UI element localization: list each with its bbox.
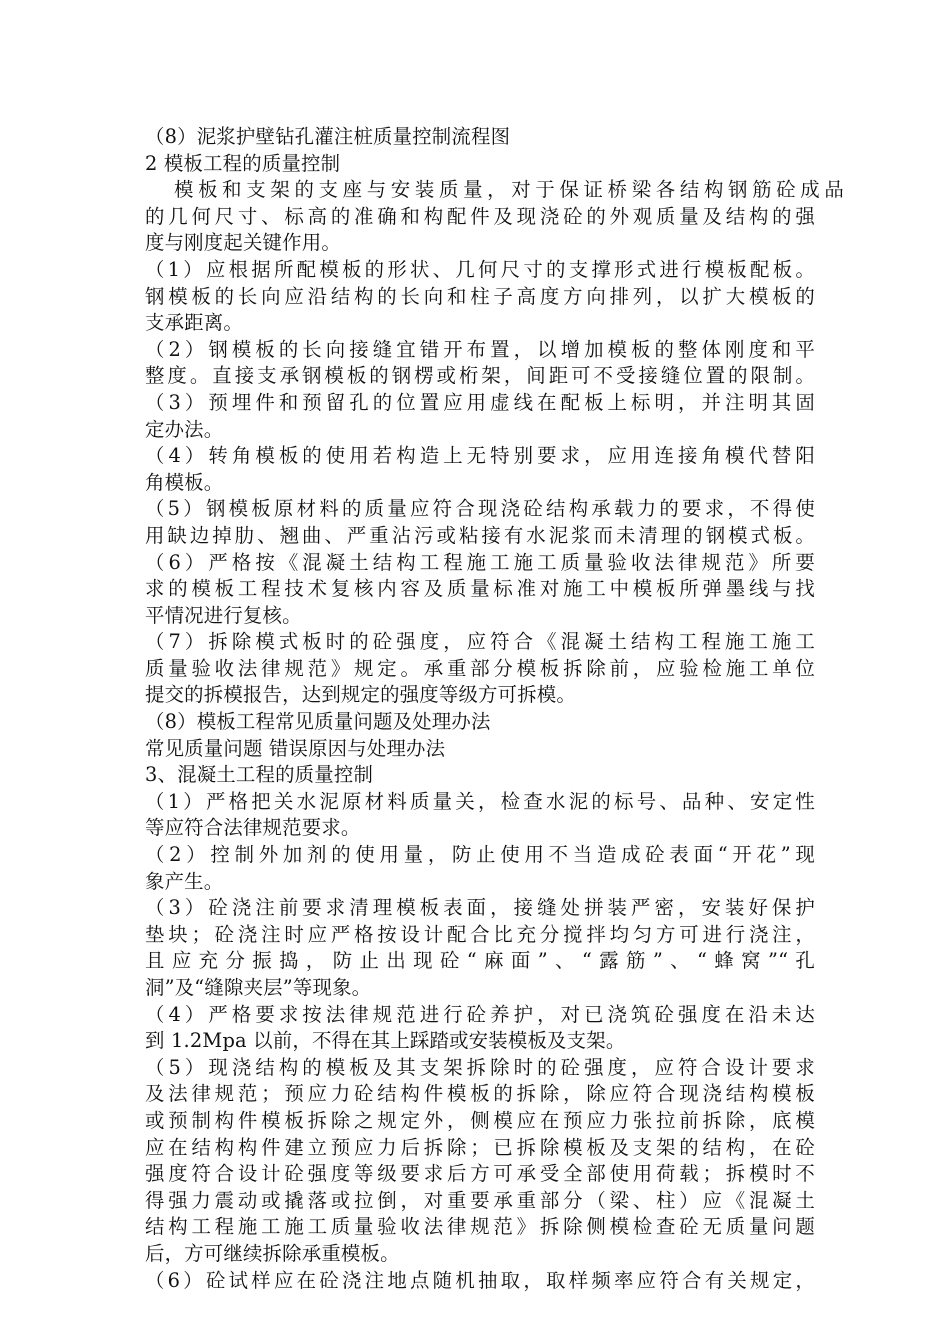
paragraph-line: 质量验收法律规范》规定。承重部分模板拆除前，应验检施工单位: [145, 656, 815, 680]
paragraph-line: 垫块；砼浇注时应严格按设计配合比充分搅拌均匀方可进行浇注，: [145, 922, 815, 946]
section-heading-formwork: 2 模板工程的质量控制: [145, 151, 341, 175]
paragraph-line: 或预制构件模板拆除之规定外，侧模应在预应力张拉前拆除，底模: [145, 1108, 815, 1132]
paragraph-line: 及法律规范；预应力砼结构件模板的拆除，除应符合现浇结构模板: [145, 1082, 815, 1106]
paragraph-line: （6）砼试样应在砼浇注地点随机抽取，取样频率应符合有关规定，: [145, 1268, 815, 1292]
paragraph-line: 角模板。: [145, 470, 224, 494]
paragraph-line: （5）现浇结构的模板及其支架拆除时的砼强度，应符合设计要求: [145, 1055, 815, 1079]
paragraph-line: （4）严格要求按法律规范进行砼养护，对已浇筑砼强度在沿未达: [145, 1002, 815, 1026]
paragraph-line: 到 1.2Mpa 以前，不得在其上踩踏或安装模板及支架。: [145, 1029, 626, 1053]
paragraph-line: 强度符合设计砼强度等级要求后方可承受全部使用荷载；拆模时不: [145, 1162, 815, 1186]
heading-bored-pile-flowchart: （8）泥浆护壁钻孔灌注桩质量控制流程图: [145, 125, 511, 148]
paragraph-line: 求的模板工程技术复核内容及质量标准对施工中模板所弹墨线与找: [145, 577, 815, 601]
paragraph-line: 钢模板的长向应沿结构的长向和柱子高度方向排列，以扩大模板的: [145, 284, 815, 308]
paragraph-line: （2）钢模板的长向接缝宜错开布置，以增加模板的整体刚度和平: [145, 337, 815, 361]
section-heading-concrete: 3、混凝土工程的质量控制: [145, 763, 374, 787]
paragraph-line: 模板和支架的支座与安装质量，对于保证桥梁各结构钢筋砼成品: [174, 178, 844, 202]
paragraph-line: 平情况进行复核。: [145, 603, 302, 627]
paragraph-line: （1）应根据所配模板的形状、几何尺寸的支撑形式进行模板配板。: [145, 257, 815, 281]
paragraph-line: 结构工程施工施工质量验收法律规范》拆除侧模检查砼无质量问题: [145, 1215, 815, 1239]
paragraph-line: 应在结构构件建立预应力后拆除；已拆除模板及支架的结构，在砼: [145, 1135, 815, 1159]
paragraph-line: （3）砼浇注前要求清理模板表面，接缝处拼装严密，安装好保护: [145, 896, 815, 920]
paragraph-line: 定办法。: [145, 417, 224, 441]
paragraph-line: （3）预埋件和预留孔的位置应用虚线在配板上标明，并注明其固: [145, 390, 815, 414]
paragraph-line: （6）严格按《混凝土结构工程施工施工质量验收法律规范》所要: [145, 550, 815, 574]
paragraph-line: 整度。直接支承钢模板的钢楞或桁架，间距可不受接缝位置的限制。: [145, 364, 815, 388]
paragraph-line: （4）转角模板的使用若构造上无特别要求，应用连接角模代替阳: [145, 444, 815, 468]
paragraph-line: 等应符合法律规范要求。: [145, 816, 361, 840]
paragraph-line: 用缺边掉肋、翘曲、严重沾污或粘接有水泥浆而未清理的钢模式板。: [145, 523, 815, 547]
paragraph-line: 且应充分振捣，防止出现砼“麻面”、“露筋”、“蜂窝”“孔: [145, 949, 815, 973]
document-page: [145, 124, 844, 1294]
paragraph-line: 得强力震动或撬落或拉倒，对重要承重部分（梁、柱）应《混凝土: [145, 1188, 815, 1212]
paragraph-line: 象产生。: [145, 869, 224, 893]
paragraph-line: （5）钢模板原材料的质量应符合现浇砼结构承载力的要求，不得使: [145, 497, 815, 521]
paragraph-line: 的几何尺寸、标高的准确和构配件及现浇砼的外观质量及结构的强: [145, 204, 815, 228]
paragraph-line: （8）模板工程常见质量问题及处理办法: [145, 710, 491, 734]
paragraph-line: （1）严格把关水泥原材料质量关，检查水泥的标号、品种、安定性: [145, 789, 815, 813]
paragraph-line: 后，方可继续拆除承重模板。: [145, 1241, 400, 1265]
paragraph-line: 提交的拆模报告，达到规定的强度等级方可拆模。: [145, 683, 576, 707]
paragraph-line: 洞”及“缝隙夹层”等现象。: [145, 976, 372, 999]
paragraph-line: （2）控制外加剂的使用量，防止使用不当造成砼表面“开花”现: [145, 843, 815, 867]
table-header-line: 常见质量问题 错误原因与处理办法: [145, 736, 446, 760]
paragraph-line: 度与刚度起关键作用。: [145, 231, 341, 255]
paragraph-line: 支承距离。: [145, 311, 243, 335]
paragraph-line: （7）拆除模式板时的砼强度，应符合《混凝土结构工程施工施工: [145, 630, 815, 654]
